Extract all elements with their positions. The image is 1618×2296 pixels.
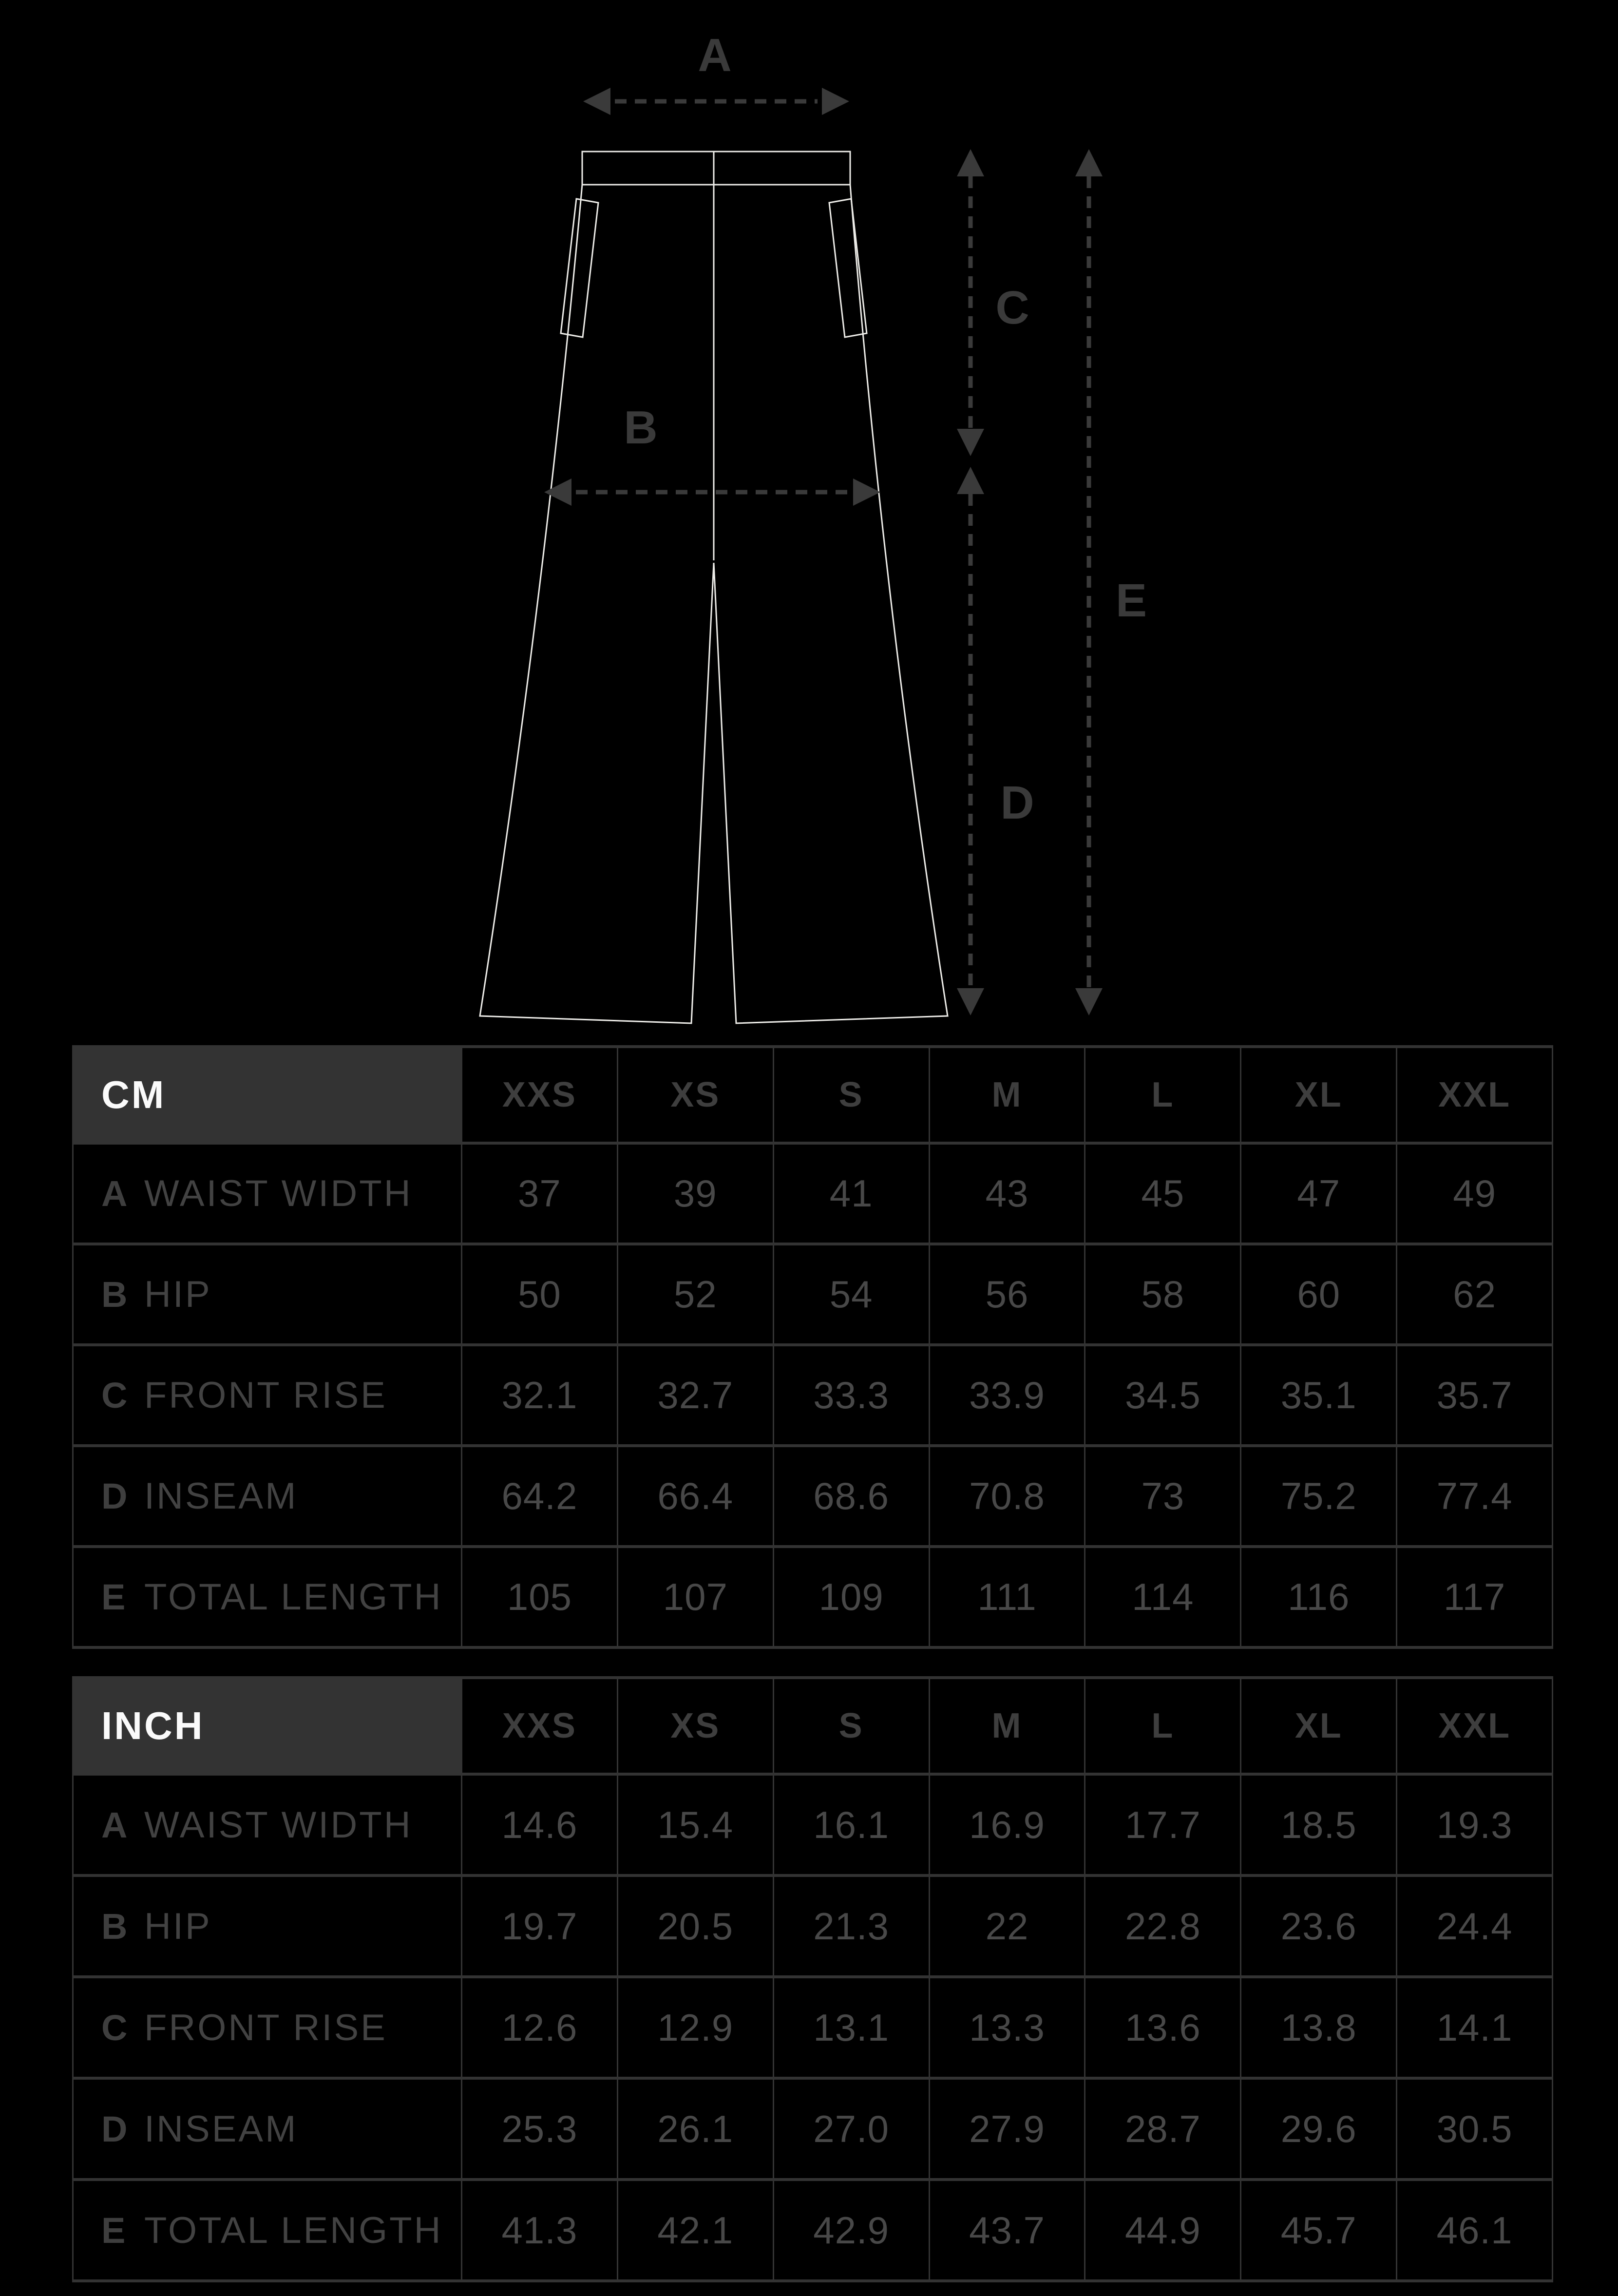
inch-hip-xxs: 19.7	[461, 1874, 617, 1975]
inch-size-header-s: S	[773, 1679, 929, 1773]
inch-row-label-hip	[74, 1874, 461, 1975]
cm-rise-xl: 35.1	[1240, 1343, 1396, 1444]
cm-inseam-xxs: 64.2	[461, 1444, 617, 1545]
inch-length-s: 42.9	[773, 2178, 929, 2279]
inch-inseam-xxl: 30.5	[1396, 2077, 1552, 2178]
row-label: INSEAM	[144, 1475, 298, 1517]
inch-size-table	[72, 1676, 1553, 2282]
inch-hip-l: 22.8	[1084, 1874, 1240, 1975]
row-letter: B	[101, 1906, 128, 1947]
inch-row-label-waist-width	[74, 1773, 461, 1874]
cm-unit-header: CM	[74, 1048, 461, 1142]
inch-waist-xl: 18.5	[1240, 1773, 1396, 1874]
inch-hip-xl: 23.6	[1240, 1874, 1396, 1975]
cm-waist-xxl: 49	[1396, 1142, 1552, 1243]
inch-inseam-xs: 26.1	[617, 2077, 773, 2178]
inch-size-header-l: L	[1084, 1679, 1240, 1773]
cm-hip-l: 58	[1084, 1243, 1240, 1343]
cm-waist-l: 45	[1084, 1142, 1240, 1243]
cm-size-header-s: S	[773, 1048, 929, 1142]
right-leg	[714, 185, 948, 1023]
cm-rise-s: 33.3	[773, 1343, 929, 1444]
measure-labels	[624, 29, 1147, 829]
cm-row-label-hip	[74, 1243, 461, 1343]
cm-hip-xs: 52	[617, 1243, 773, 1343]
row-label: HIP	[144, 1905, 212, 1947]
row-letter: E	[101, 1577, 126, 1617]
cm-rise-xxl: 35.7	[1396, 1343, 1552, 1444]
inch-rise-m: 13.3	[929, 1975, 1085, 2077]
cm-length-xs: 107	[617, 1545, 773, 1646]
inch-row-label-total-length	[74, 2178, 461, 2279]
arrowhead-a-left	[583, 88, 610, 115]
row-letter: D	[101, 2108, 128, 2149]
inch-rise-xxl: 14.1	[1396, 1975, 1552, 2077]
cm-waist-m: 43	[929, 1142, 1085, 1243]
cm-inseam-xl: 75.2	[1240, 1444, 1396, 1545]
cm-length-m: 111	[929, 1545, 1085, 1646]
cm-inseam-s: 68.6	[773, 1444, 929, 1545]
row-label: INSEAM	[144, 2108, 298, 2150]
inch-waist-s: 16.1	[773, 1773, 929, 1874]
row-label: WAIST WIDTH	[144, 1804, 413, 1846]
inch-size-header-m: M	[929, 1679, 1085, 1773]
cm-hip-xxl: 62	[1396, 1243, 1552, 1343]
left-leg	[480, 185, 714, 1023]
cm-row-label-total-length	[74, 1545, 461, 1646]
inch-inseam-l: 28.7	[1084, 2077, 1240, 2178]
cm-size-table	[72, 1045, 1553, 1649]
inch-size-header-xs: XS	[617, 1679, 773, 1773]
cm-inseam-xs: 66.4	[617, 1444, 773, 1545]
cm-size-header-m: M	[929, 1048, 1085, 1142]
inch-rise-s: 13.1	[773, 1975, 929, 2077]
inch-length-m: 43.7	[929, 2178, 1085, 2279]
inch-inseam-xxs: 25.3	[461, 2077, 617, 2178]
inch-row-label-front-rise	[74, 1975, 461, 2077]
inch-rise-xl: 13.8	[1240, 1975, 1396, 2077]
pants-outline	[480, 152, 948, 1023]
inch-length-xxl: 46.1	[1396, 2178, 1552, 2279]
cm-length-xxl: 117	[1396, 1545, 1552, 1646]
row-label: FRONT RISE	[144, 2007, 387, 2048]
row-letter: B	[101, 1274, 128, 1315]
inch-size-header-xxl: XXL	[1396, 1679, 1552, 1773]
row-letter: C	[101, 2007, 128, 2048]
inch-inseam-xl: 29.6	[1240, 2077, 1396, 2178]
cm-length-xl: 116	[1240, 1545, 1396, 1646]
arrowhead-e-top	[1075, 149, 1103, 176]
cm-hip-m: 56	[929, 1243, 1085, 1343]
inch-length-xs: 42.1	[617, 2178, 773, 2279]
arrowhead-c-top	[957, 149, 984, 176]
row-letter: A	[101, 1173, 128, 1214]
arrowhead-d-top	[957, 467, 984, 494]
arrowhead-e-bottom	[1075, 988, 1103, 1015]
inch-size-header-xxs: XXS	[461, 1679, 617, 1773]
cm-hip-xl: 60	[1240, 1243, 1396, 1343]
cm-row-label-waist-width	[74, 1142, 461, 1243]
inch-unit-header: INCH	[74, 1679, 461, 1773]
measure-label-d: D	[1000, 777, 1034, 829]
row-label: TOTAL LENGTH	[144, 2209, 443, 2251]
arrowhead-b-left	[544, 478, 571, 506]
row-letter: E	[101, 2210, 126, 2251]
cm-waist-xl: 47	[1240, 1142, 1396, 1243]
cm-waist-xs: 39	[617, 1142, 773, 1243]
cm-row-label-inseam	[74, 1444, 461, 1545]
cm-inseam-m: 70.8	[929, 1444, 1085, 1545]
inch-row-label-inseam	[74, 2077, 461, 2178]
measure-label-c: C	[995, 282, 1029, 334]
cm-waist-s: 41	[773, 1142, 929, 1243]
pants-diagram	[0, 0, 1618, 1045]
row-label: HIP	[144, 1274, 212, 1315]
cm-inseam-l: 73	[1084, 1444, 1240, 1545]
inch-length-xxs: 41.3	[461, 2178, 617, 2279]
arrowhead-a-right	[822, 88, 849, 115]
inch-hip-xxl: 24.4	[1396, 1874, 1552, 1975]
inch-waist-xxl: 19.3	[1396, 1773, 1552, 1874]
inch-hip-m: 22	[929, 1874, 1085, 1975]
measure-label-e: E	[1115, 574, 1147, 627]
inch-length-xl: 45.7	[1240, 2178, 1396, 2279]
inch-size-header-xl: XL	[1240, 1679, 1396, 1773]
measure-label-a: A	[698, 29, 732, 81]
cm-rise-m: 33.9	[929, 1343, 1085, 1444]
row-label: FRONT RISE	[144, 1375, 387, 1416]
cm-size-header-l: L	[1084, 1048, 1240, 1142]
measure-label-b: B	[624, 402, 658, 454]
cm-hip-xxs: 50	[461, 1243, 617, 1343]
cm-rise-l: 34.5	[1084, 1343, 1240, 1444]
inch-waist-l: 17.7	[1084, 1773, 1240, 1874]
cm-size-header-xxs: XXS	[461, 1048, 617, 1142]
cm-length-xxs: 105	[461, 1545, 617, 1646]
inch-length-l: 44.9	[1084, 2178, 1240, 2279]
row-letter: A	[101, 1804, 128, 1845]
inch-rise-xs: 12.9	[617, 1975, 773, 2077]
arrowheads	[544, 88, 1103, 1015]
cm-size-header-xs: XS	[617, 1048, 773, 1142]
waistband	[582, 152, 850, 185]
cm-rise-xxs: 32.1	[461, 1343, 617, 1444]
inch-hip-xs: 20.5	[617, 1874, 773, 1975]
row-label: TOTAL LENGTH	[144, 1576, 443, 1618]
row-letter: C	[101, 1375, 128, 1416]
inch-inseam-s: 27.0	[773, 2077, 929, 2178]
row-letter: D	[101, 1476, 128, 1516]
cm-size-header-xl: XL	[1240, 1048, 1396, 1142]
cm-length-s: 109	[773, 1545, 929, 1646]
arrowhead-c-bottom	[957, 429, 984, 456]
inch-rise-xxs: 12.6	[461, 1975, 617, 2077]
inch-rise-l: 13.6	[1084, 1975, 1240, 2077]
inch-waist-m: 16.9	[929, 1773, 1085, 1874]
cm-rise-xs: 32.7	[617, 1343, 773, 1444]
cm-inseam-xxl: 77.4	[1396, 1444, 1552, 1545]
row-label: WAIST WIDTH	[144, 1173, 413, 1214]
inch-inseam-m: 27.9	[929, 2077, 1085, 2178]
cm-size-header-xxl: XXL	[1396, 1048, 1552, 1142]
arrowhead-d-bottom	[957, 988, 984, 1015]
cm-hip-s: 54	[773, 1243, 929, 1343]
cm-length-l: 114	[1084, 1545, 1240, 1646]
inch-waist-xs: 15.4	[617, 1773, 773, 1874]
cm-waist-xxs: 37	[461, 1142, 617, 1243]
arrowhead-b-right	[853, 478, 880, 506]
inch-waist-xxs: 14.6	[461, 1773, 617, 1874]
inch-hip-s: 21.3	[773, 1874, 929, 1975]
cm-row-label-front-rise	[74, 1343, 461, 1444]
